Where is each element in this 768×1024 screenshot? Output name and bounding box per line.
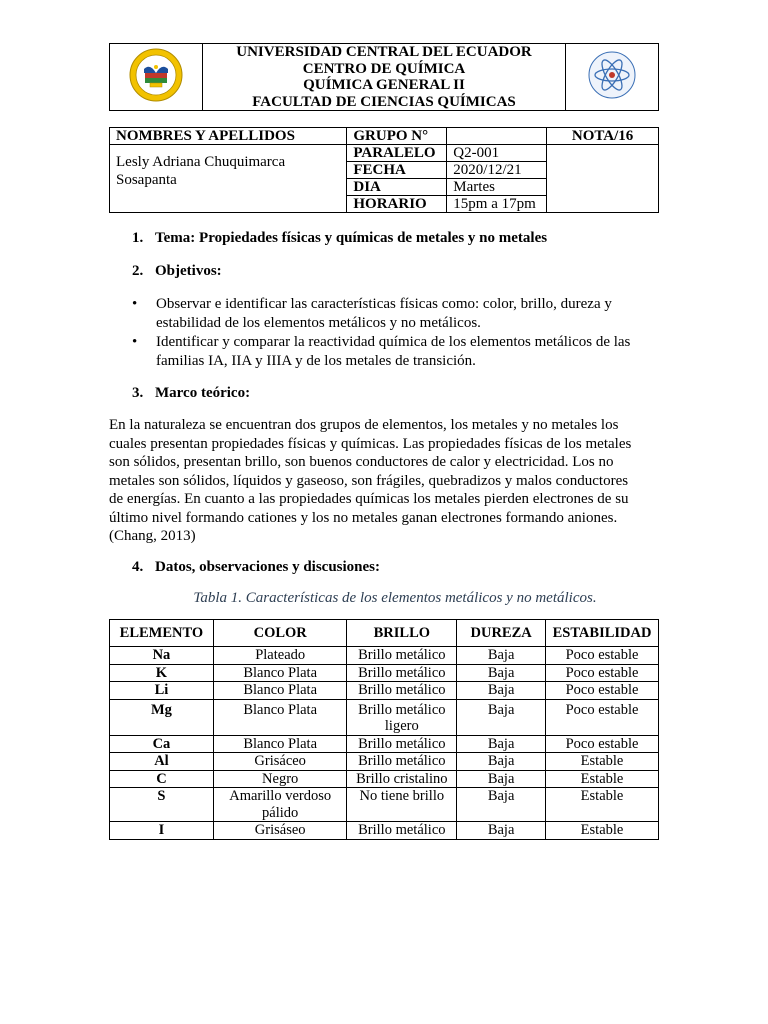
element-cell: Mg — [110, 699, 214, 735]
right-logo-cell — [566, 44, 659, 111]
estabilidad-cell: Estable — [546, 770, 659, 788]
brillo-cell: Brillo cristalino — [347, 770, 457, 788]
theory-line: cuales presentan propiedades físicas y químicas. Las propiedades físicas de los metales — [109, 435, 632, 452]
estabilidad-cell: Poco estable — [546, 647, 659, 665]
title-line: CENTRO DE QUÍMICA — [302, 60, 466, 77]
section-4-heading — [132, 558, 380, 577]
brillo-cell: Brillo metálico — [347, 753, 457, 771]
section-title: Datos, observaciones y discusiones: — [155, 559, 381, 575]
brillo-cell: Brillo metálico — [347, 735, 457, 753]
fecha-label: FECHA — [347, 162, 447, 179]
theory-line: metales son sólidos, líquidos y gaseoso, son frágiles, quebradizos y malos conductores — [109, 472, 629, 489]
dureza-cell: Baja — [457, 682, 546, 700]
section-title: Objetivos: — [155, 263, 222, 279]
element-cell: Na — [110, 647, 214, 665]
element-cell: S — [110, 788, 214, 822]
section-number: 4. — [132, 559, 144, 575]
element-cell: Li — [110, 682, 214, 700]
brillo-cell: Brillo metálico ligero — [347, 699, 457, 735]
color-cell: Grisáseo — [213, 822, 347, 840]
element-cell: I — [110, 822, 214, 840]
table-row — [110, 788, 659, 822]
element-cell: Al — [110, 753, 214, 771]
dureza-cell: Baja — [457, 770, 546, 788]
estabilidad-cell: Estable — [546, 753, 659, 771]
estabilidad-cell: Poco estable — [546, 735, 659, 753]
title-line: QUÍMICA GENERAL II — [303, 77, 465, 93]
table-header-row — [110, 620, 659, 647]
section-2-heading — [132, 262, 222, 281]
group-label: GRUPO N° — [347, 128, 447, 145]
university-seal-icon — [128, 47, 184, 103]
brillo-cell: Brillo metálico — [347, 664, 457, 682]
bullet-icon: • — [132, 334, 138, 350]
objective-line: familias IA, IIA y IIIA y de los metales de transición. — [156, 352, 476, 369]
estabilidad-cell: Poco estable — [546, 664, 659, 682]
objective-line: Observar e identificar las características físicas como: color, brillo, dureza y — [156, 296, 612, 312]
title-line: UNIVERSIDAD CENTRAL DEL ECUADOR — [236, 44, 532, 60]
estabilidad-cell: Poco estable — [546, 699, 659, 735]
color-cell: Grisáceo — [213, 753, 347, 771]
brillo-cell: Brillo metálico — [347, 647, 457, 665]
table-row — [110, 647, 659, 665]
theory-line: de energías. En cuanto a las propiedades químicas los metales pierden electrones de su — [109, 491, 629, 507]
brillo-cell: Brillo metálico — [347, 822, 457, 840]
student-name — [110, 145, 347, 213]
theory-line: son sólidos, presentan brillo, son buenos conductores de calor y electricidad. Los no — [109, 454, 614, 470]
table-row — [110, 699, 659, 735]
group-value — [447, 128, 547, 145]
objective-line: Identificar y comparar la reactividad química de los elementos metálicos de las — [156, 334, 631, 350]
estabilidad-cell: Poco estable — [546, 682, 659, 700]
atom-logo-icon — [587, 50, 637, 100]
theory-line: último nivel formando cationes y los no metales ganan electrones formando aniones. — [109, 509, 618, 526]
names-label: NOMBRES Y APELLIDOS — [110, 128, 347, 145]
column-header: ELEMENTO — [110, 620, 214, 647]
section-number: 1. — [132, 230, 144, 246]
color-cell: Blanco Plata — [213, 699, 347, 735]
objective-item — [132, 333, 662, 370]
color-cell: Blanco Plata — [213, 735, 347, 753]
color-cell: Plateado — [213, 647, 347, 665]
brillo-cell: No tiene brillo — [347, 788, 457, 822]
section-number: 2. — [132, 263, 144, 279]
dureza-cell: Baja — [457, 735, 546, 753]
column-header: COLOR — [213, 620, 347, 647]
left-logo-cell — [110, 44, 203, 111]
estabilidad-cell: Estable — [546, 822, 659, 840]
color-cell: Blanco Plata — [213, 664, 347, 682]
theory-line: (Chang, 2013) — [109, 528, 196, 544]
grade-value — [547, 145, 659, 213]
table-row — [110, 753, 659, 771]
paralelo-value: Q2-001 — [447, 145, 547, 162]
table-row — [110, 822, 659, 840]
element-cell: K — [110, 664, 214, 682]
table-row — [110, 770, 659, 788]
header-table — [109, 43, 659, 111]
section-3-heading — [132, 384, 250, 403]
dia-label: DIA — [347, 179, 447, 196]
section-1-heading — [132, 229, 547, 248]
table-caption: Tabla 1. Características de los elementos metálicos y no metálicos. — [193, 590, 597, 606]
element-cell: C — [110, 770, 214, 788]
horario-value: 15pm a 17pm — [447, 196, 547, 213]
student-name-line: Sosapanta — [116, 172, 177, 188]
theory-line: En la naturaleza se encuentran dos grupos de elementos, los metales y no metales los — [109, 417, 619, 433]
section-title: Tema: Propiedades físicas y químicas de metales y no metales — [155, 230, 548, 246]
objective-item — [132, 295, 662, 332]
dia-value: Martes — [447, 179, 547, 196]
horario-label: HORARIO — [347, 196, 447, 213]
paralelo-label: PARALELO — [347, 145, 447, 162]
student-info-table — [109, 127, 659, 213]
dureza-cell: Baja — [457, 788, 546, 822]
table-row — [110, 682, 659, 700]
element-cell: Ca — [110, 735, 214, 753]
institution-title — [203, 44, 566, 111]
elements-table — [109, 619, 659, 840]
dureza-cell: Baja — [457, 699, 546, 735]
column-header: BRILLO — [347, 620, 457, 647]
bullet-icon: • — [132, 296, 138, 312]
section-number: 3. — [132, 385, 144, 401]
table-row — [110, 735, 659, 753]
column-header: ESTABILIDAD — [546, 620, 659, 647]
grade-label: NOTA/16 — [547, 128, 659, 145]
color-cell: Amarillo verdoso pálido — [213, 788, 347, 822]
title-line: FACULTAD DE CIENCIAS QUÍMICAS — [252, 93, 516, 110]
color-cell: Blanco Plata — [213, 682, 347, 700]
brillo-cell: Brillo metálico — [347, 682, 457, 700]
fecha-value: 2020/12/21 — [447, 162, 547, 179]
dureza-cell: Baja — [457, 647, 546, 665]
dureza-cell: Baja — [457, 753, 546, 771]
estabilidad-cell: Estable — [546, 788, 659, 822]
section-title: Marco teórico: — [155, 385, 251, 401]
dureza-cell: Baja — [457, 822, 546, 840]
color-cell: Negro — [213, 770, 347, 788]
objective-line: estabilidad de los elementos metálicos y no metálicos. — [156, 314, 481, 331]
dureza-cell: Baja — [457, 664, 546, 682]
column-header: DUREZA — [457, 620, 546, 647]
student-name-line: Lesly Adriana Chuquimarca — [116, 154, 286, 170]
table-row — [110, 664, 659, 682]
theory-paragraph — [109, 416, 661, 546]
